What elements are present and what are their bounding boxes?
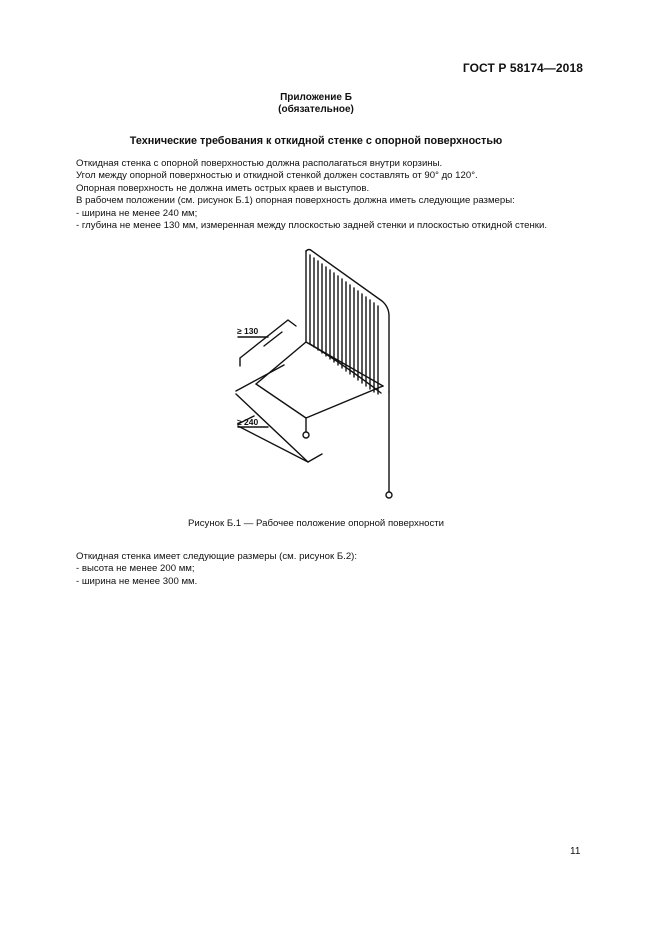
dimensions-paragraph (76, 551, 357, 588)
figure-b1 (226, 246, 406, 502)
section-title: Технические требования к откидной стенке с опорной поверхностью (129, 135, 503, 147)
width-dimension-label: ≥ 240 (237, 417, 259, 427)
annex-status: (обязательное) (278, 104, 354, 115)
figure-caption: Рисунок Б.1 — Рабочее положение опорной поверхности (187, 518, 445, 529)
requirements-paragraph (76, 158, 547, 232)
annex-heading (0, 92, 632, 116)
flap-wall-drawing (226, 246, 406, 502)
standard-code: ГОСТ Р 58174—2018 (462, 61, 583, 75)
list-item: - ширина не менее 300 мм. (76, 575, 198, 587)
text-line: Откидная стенка имеет следующие размеры (см. рисунок Б.2): (76, 551, 358, 562)
annex-title: Приложение Б (280, 92, 352, 103)
text-line: Откидная стенка с опорной поверхностью должна располагаться внутри корзины. (76, 158, 443, 169)
text-line: Опорная поверхность не должна иметь острых краев и выступов. (76, 182, 370, 194)
page-number: 11 (570, 846, 581, 857)
depth-dimension-label: ≥ 130 (237, 326, 259, 336)
text-line: Угол между опорной поверхностью и откидной стенкой должен составлять от 90° до 120°. (76, 170, 478, 182)
list-item: - высота не менее 200 мм; (76, 563, 195, 575)
list-item: - ширина не менее 240 мм; (76, 207, 198, 219)
text-line: В рабочем положении (см. рисунок Б.1) опорная поверхность должна иметь следующие размеры: (76, 195, 515, 207)
list-item: - глубина не менее 130 мм, измеренная между плоскостью задней стенки и плоскостью откидной стенки. (76, 220, 547, 232)
